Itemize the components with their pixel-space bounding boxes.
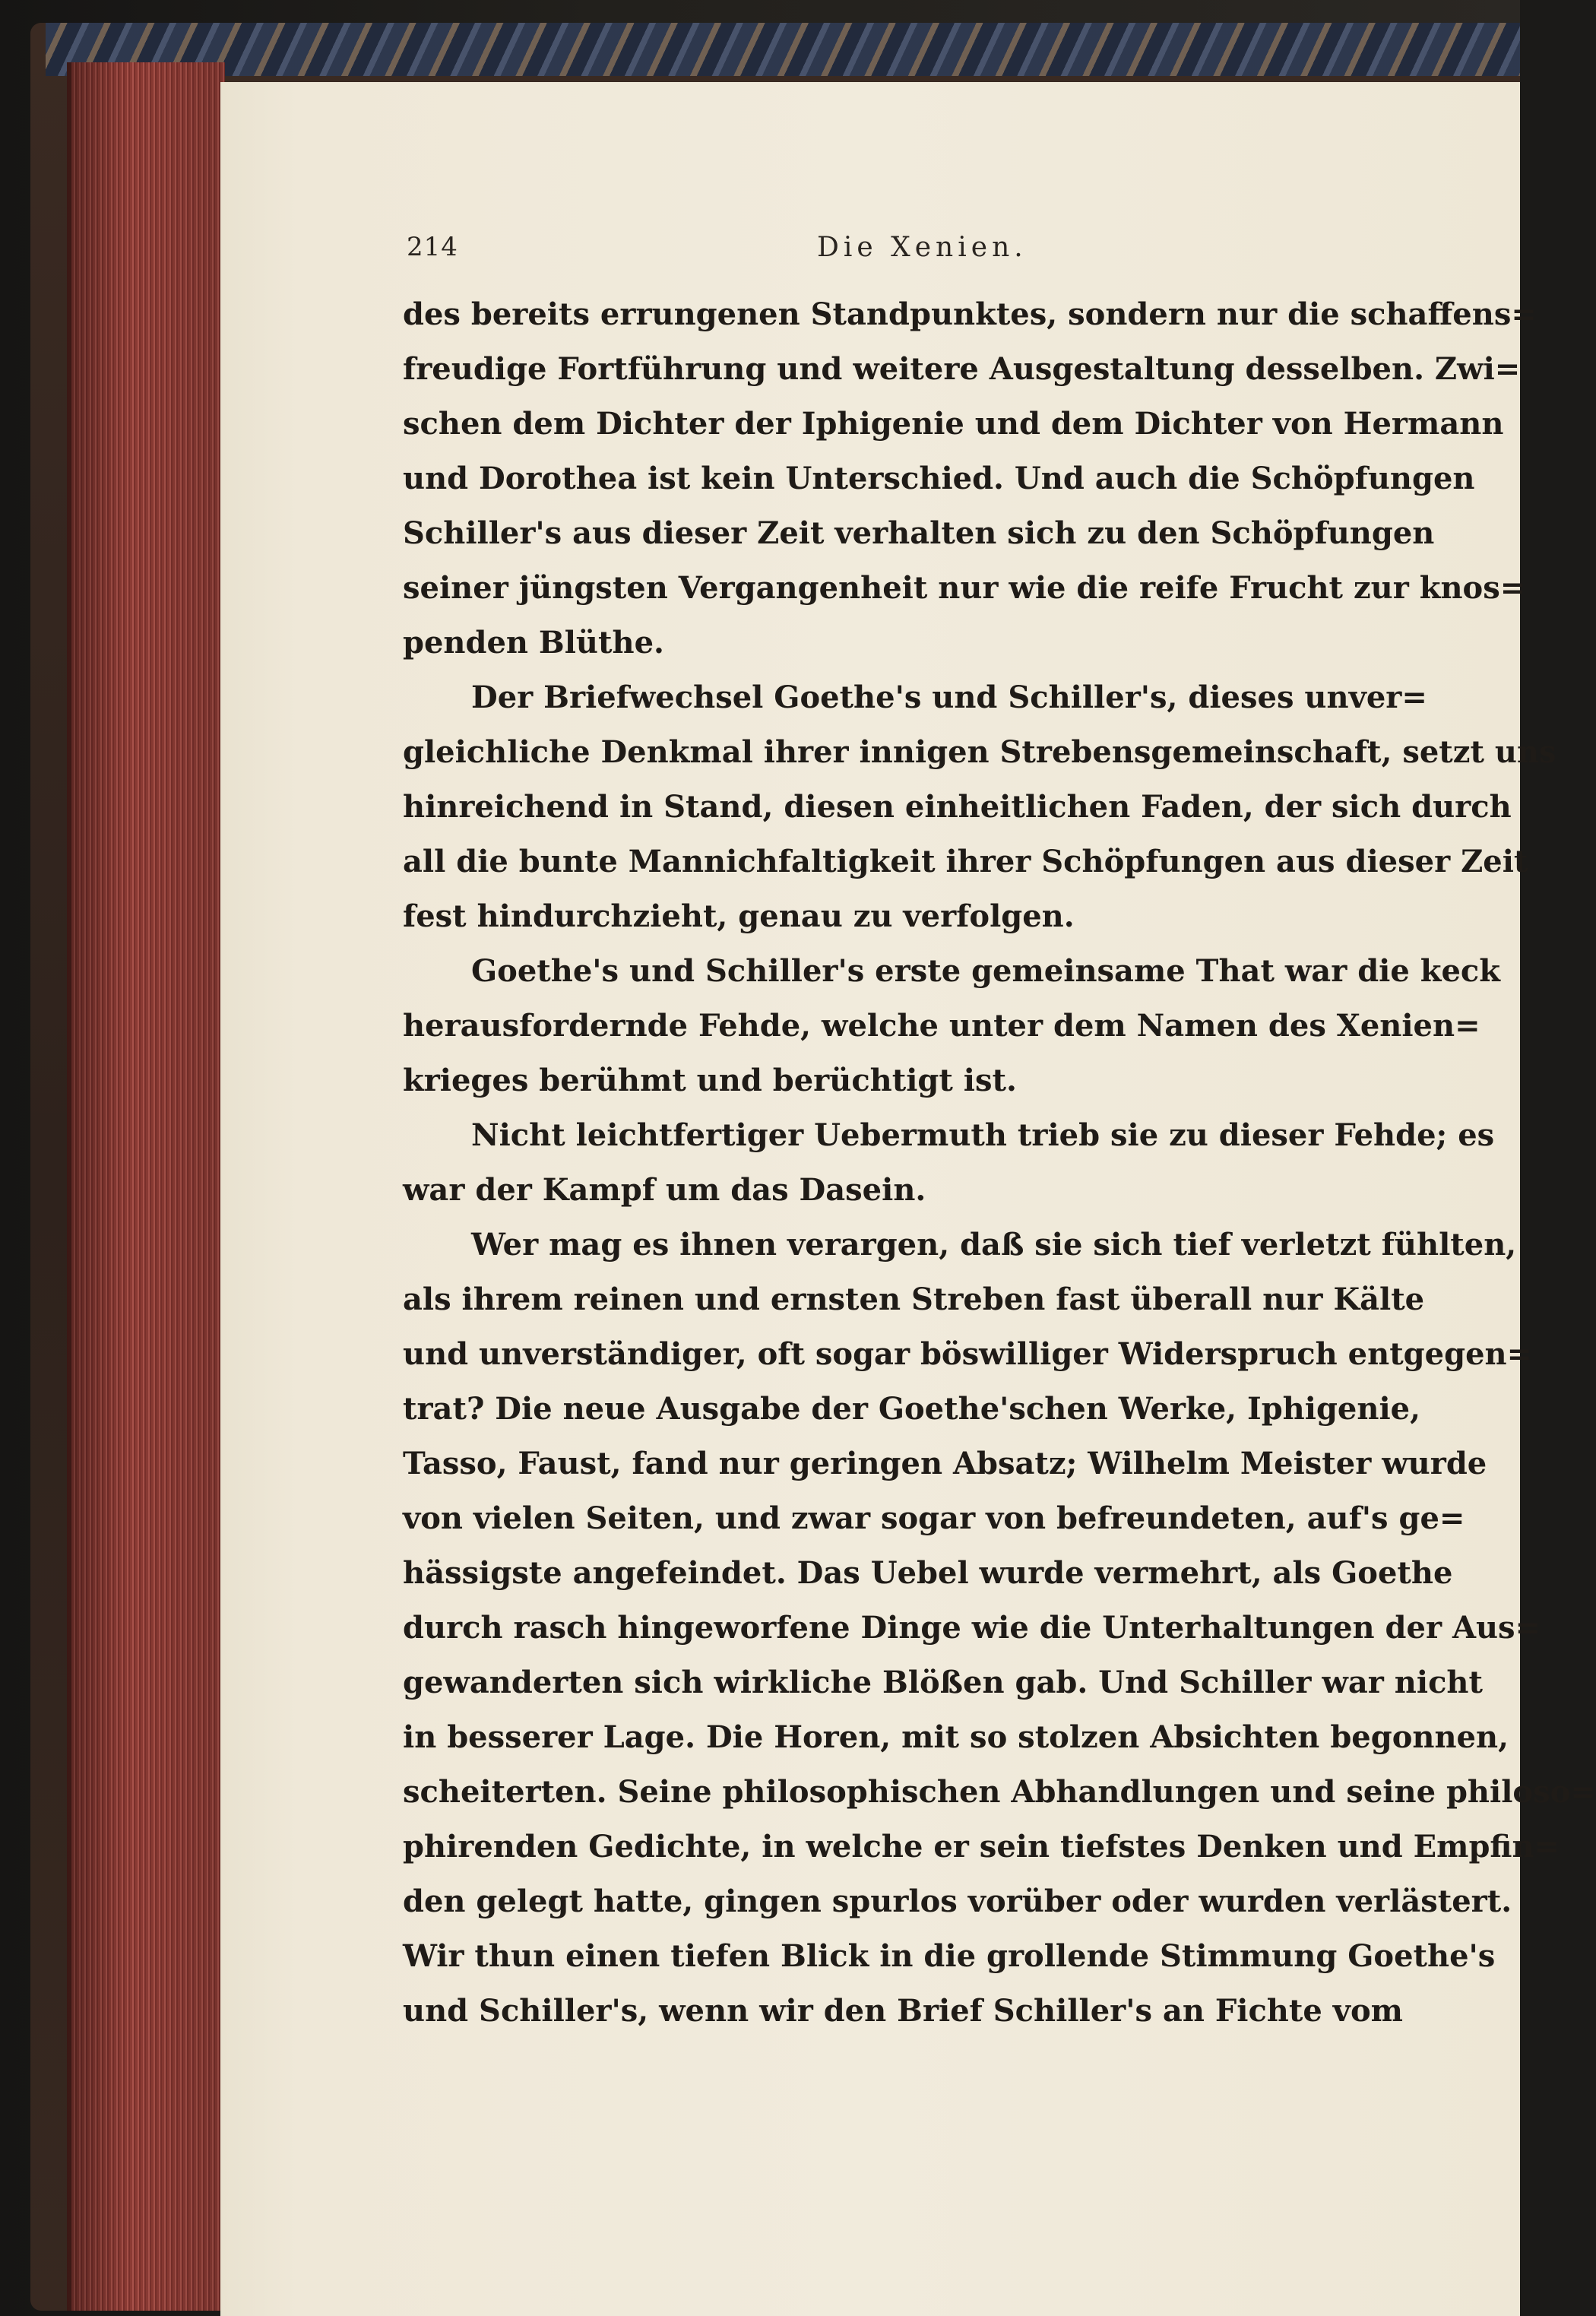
text-line: krieges berühmt und berüchtigt ist. — [403, 1063, 1017, 1098]
text-line: fest hindurchzieht, genau zu verfolgen. — [403, 898, 1075, 934]
text-line: Schiller's aus dieser Zeit verhalten sich zu den Schöpfungen — [403, 515, 1435, 551]
text-line: seiner jüngsten Vergangenheit nur wie die reife Frucht zur knos= — [403, 570, 1526, 606]
running-head: Die Xenien. — [817, 232, 1028, 263]
text-line: all die bunte Mannichfaltigkeit ihrer Schöpfungen aus dieser Zeit — [403, 844, 1528, 879]
body-text — [403, 287, 1596, 2039]
text-line: phirenden Gedichte, in welche er sein tiefstes Denken und Empfin= — [403, 1829, 1560, 1865]
text-line: und unverständiger, oft sogar böswilliger Widerspruch entgegen= — [403, 1336, 1533, 1372]
text-line: Goethe's und Schiller's erste gemeinsame That war die keck — [471, 953, 1500, 989]
text-line: schen dem Dichter der Iphigenie und dem Dichter von Hermann — [403, 406, 1504, 442]
text-line: hässigste angefeindet. Das Uebel wurde vermehrt, als Goethe — [403, 1555, 1453, 1591]
text-line: den gelegt hatte, gingen spurlos vorüber oder wurden verlästert. — [403, 1884, 1512, 1919]
text-line: hinreichend in Stand, diesen einheitlichen Faden, der sich durch — [403, 789, 1512, 825]
text-line: freudige Fortführung und weitere Ausgestaltung desselben. Zwi= — [403, 351, 1521, 387]
text-line: herausfordernde Fehde, welche unter dem Namen des Xenien= — [403, 1008, 1480, 1044]
text-line: durch rasch hingeworfene Dinge wie die Unterhaltungen der Aus= — [403, 1610, 1541, 1646]
text-line: und Schiller's, wenn wir den Brief Schiller's an Fichte vom — [403, 1993, 1403, 2029]
text-line: scheiterten. Seine philosophischen Abhandlungen und seine philoso= — [403, 1774, 1596, 1810]
text-line: Nicht leichtfertiger Uebermuth trieb sie zu dieser Fehde; es — [471, 1117, 1495, 1153]
text-line: in besserer Lage. Die Horen, mit so stolzen Absichten begonnen, — [403, 1719, 1509, 1755]
text-line: Tasso, Faust, fand nur geringen Absatz; Wilhelm Meister wurde — [403, 1446, 1487, 1481]
text-line: penden Blüthe. — [403, 625, 664, 661]
page-header — [407, 232, 1395, 270]
marbled-edge — [46, 23, 1520, 76]
text-line: gleichliche Denkmal ihrer innigen Strebensgemeinschaft, setzt uns — [403, 734, 1556, 770]
text-line: trat? Die neue Ausgabe der Goethe'schen Werke, Iphigenie, — [403, 1391, 1421, 1427]
text-line: Der Briefwechsel Goethe's und Schiller's, dieses unver= — [471, 680, 1427, 715]
text-line: Wer mag es ihnen verargen, daß sie sich tief verletzt fühlten, — [471, 1227, 1517, 1263]
page-number: 214 — [407, 232, 458, 262]
text-line: und Dorothea ist kein Unterschied. Und auch die Schöpfungen — [403, 461, 1475, 496]
page-edges-shade — [67, 62, 225, 2311]
text-line: gewanderten sich wirkliche Blößen gab. Und Schiller war nicht — [403, 1665, 1483, 1700]
text-line: war der Kampf um das Dasein. — [403, 1172, 926, 1208]
text-line: des bereits errungenen Standpunktes, sondern nur die schaffens= — [403, 296, 1537, 332]
text-line: von vielen Seiten, und zwar sogar von befreundeten, auf's ge= — [403, 1500, 1465, 1536]
text-line: als ihrem reinen und ernsten Streben fast überall nur Kälte — [403, 1282, 1425, 1317]
text-line: Wir thun einen tiefen Blick in die grollende Stimmung Goethe's — [403, 1938, 1496, 1974]
